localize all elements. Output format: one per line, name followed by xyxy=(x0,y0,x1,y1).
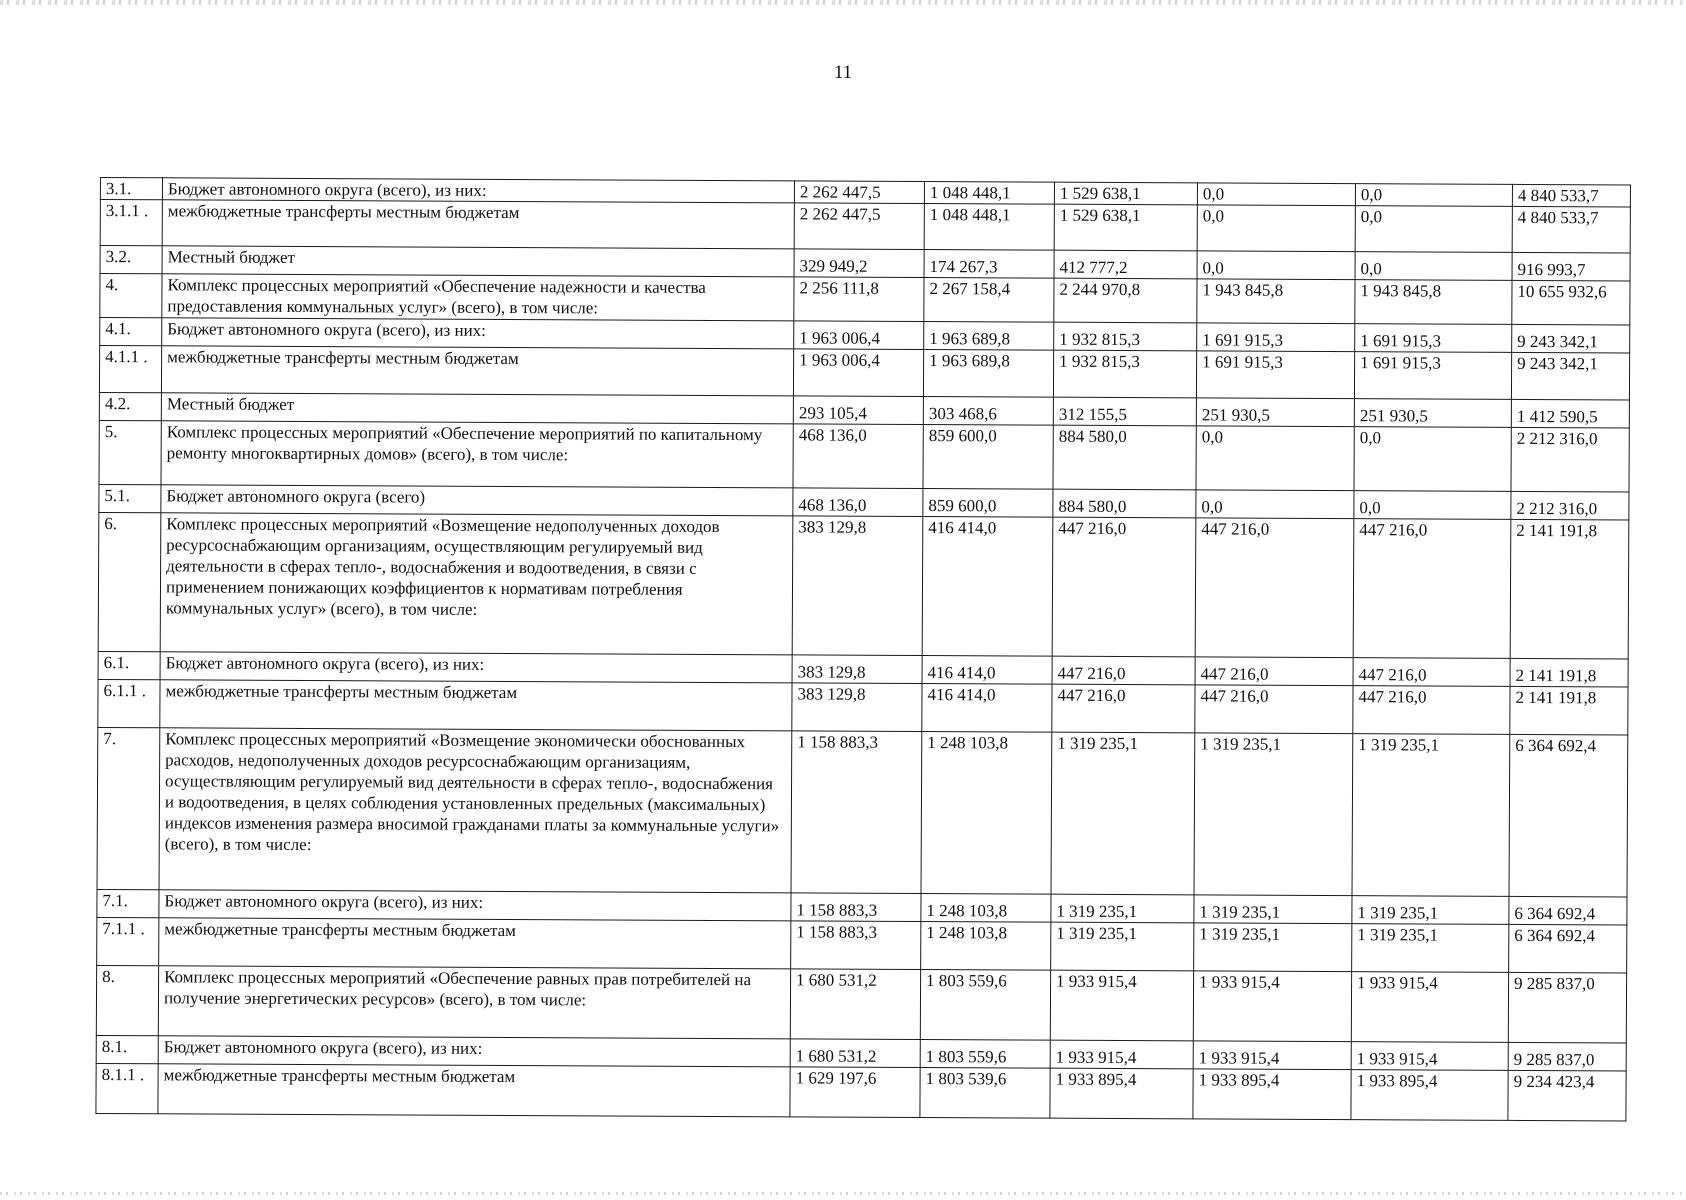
value-cell: 0,0 xyxy=(1197,183,1355,206)
row-code: 7.1.1 . xyxy=(97,917,159,965)
value-cell: 0,0 xyxy=(1354,427,1511,492)
total-cell: 2 212 316,0 xyxy=(1511,427,1629,492)
row-code: 7.1. xyxy=(97,889,159,917)
value-cell: 447 216,0 xyxy=(1353,686,1510,735)
table-row xyxy=(100,274,1630,325)
value-cell: 0,0 xyxy=(1196,490,1354,519)
row-code: 3.1.1 . xyxy=(100,200,162,246)
row-name: Комплекс процессных мероприятий «Возмещение экономически обоснованных расходов, недополученных доходов ресурсоснабжающим организациям, осуществляющим регулируемый вид деятельности в сферах тепло-, водоснабжения и водоотведения, в целях соблюдения установленных предельных (максимальных) индексов изменения размера вносимой гражданами платы за коммунальные услуги» (всего), в том числе: xyxy=(159,728,792,893)
value-cell: 468 136,0 xyxy=(793,488,923,517)
value-cell: 1 933 915,4 xyxy=(1193,1041,1351,1070)
value-cell: 1 158 883,3 xyxy=(791,921,921,970)
value-cell: 1 319 235,1 xyxy=(1352,924,1509,973)
value-cell: 2 262 447,5 xyxy=(794,181,924,204)
row-name: межбюджетные трансферты местным бюджетам xyxy=(161,346,793,396)
value-cell: 447 216,0 xyxy=(1353,658,1510,687)
total-cell: 9 285 837,0 xyxy=(1508,1042,1626,1071)
total-cell: 1 412 590,5 xyxy=(1511,399,1629,428)
value-cell: 251 930,5 xyxy=(1354,399,1511,428)
row-name: межбюджетные трансферты местным бюджетам xyxy=(158,1064,790,1117)
value-cell: 0,0 xyxy=(1355,184,1512,207)
value-cell: 1 158 883,3 xyxy=(791,893,921,922)
value-cell: 447 216,0 xyxy=(1195,657,1353,686)
total-cell: 2 141 191,8 xyxy=(1510,686,1628,735)
value-cell: 468 136,0 xyxy=(793,424,923,489)
total-cell: 9 243 342,1 xyxy=(1512,324,1630,353)
value-cell: 1 319 235,1 xyxy=(1194,733,1353,896)
value-cell: 0,0 xyxy=(1355,206,1512,253)
row-name: Бюджет автономного округа (всего), из них: xyxy=(159,890,791,921)
value-cell: 1 529 638,1 xyxy=(1054,182,1197,205)
table-row xyxy=(98,679,1628,734)
row-code: 7. xyxy=(97,727,160,889)
value-cell: 329 949,2 xyxy=(794,249,924,278)
value-cell: 1 529 638,1 xyxy=(1054,204,1197,251)
value-cell: 1 680 531,2 xyxy=(790,1039,920,1068)
total-cell: 4 840 533,7 xyxy=(1512,184,1630,207)
value-cell: 293 105,4 xyxy=(793,396,923,425)
row-code: 6. xyxy=(98,512,161,651)
total-cell: 2 141 191,8 xyxy=(1510,658,1628,687)
total-cell: 4 840 533,7 xyxy=(1512,206,1630,253)
value-cell: 1 933 915,4 xyxy=(1351,972,1508,1043)
row-code: 5. xyxy=(99,420,161,484)
value-cell: 1 319 235,1 xyxy=(1352,734,1510,897)
value-cell: 1 691 915,3 xyxy=(1197,323,1355,352)
row-code: 4. xyxy=(100,274,162,318)
value-cell: 447 216,0 xyxy=(1052,684,1195,733)
value-cell: 412 777,2 xyxy=(1054,250,1197,279)
value-cell: 312 155,5 xyxy=(1053,397,1196,426)
value-cell: 1 048 448,1 xyxy=(924,182,1054,205)
value-cell: 1 319 235,1 xyxy=(1352,896,1509,925)
value-cell: 1 933 915,4 xyxy=(1050,970,1193,1041)
total-cell: 9 243 342,1 xyxy=(1511,352,1629,400)
row-name: Бюджет автономного округа (всего), из них: xyxy=(162,318,794,349)
scan-edge-top xyxy=(0,0,1686,5)
row-code: 6.1.1 . xyxy=(98,679,160,727)
total-cell: 9 234 423,4 xyxy=(1508,1070,1626,1121)
value-cell: 1 691 915,3 xyxy=(1196,351,1354,399)
row-code: 5.1. xyxy=(99,484,161,512)
value-cell: 1 629 197,6 xyxy=(790,1067,920,1118)
value-cell: 1 933 915,4 xyxy=(1351,1042,1508,1071)
value-cell: 859 600,0 xyxy=(923,489,1053,518)
value-cell: 447 216,0 xyxy=(1195,685,1353,734)
value-cell: 1 943 845,8 xyxy=(1355,280,1512,325)
value-cell: 2 262 447,5 xyxy=(794,203,924,250)
table-row xyxy=(96,1063,1626,1120)
value-cell: 1 933 915,4 xyxy=(1193,971,1351,1042)
value-cell: 174 267,3 xyxy=(924,250,1054,279)
value-cell: 1 319 235,1 xyxy=(1051,922,1194,971)
value-cell: 447 216,0 xyxy=(1353,519,1511,659)
value-cell: 859 600,0 xyxy=(923,425,1053,490)
value-cell: 1 963 006,4 xyxy=(793,349,923,397)
value-cell: 0,0 xyxy=(1196,426,1354,491)
budget-table-body xyxy=(96,178,1631,1121)
value-cell: 884 580,0 xyxy=(1053,489,1196,518)
scan-edge-bottom xyxy=(0,1192,1686,1195)
row-name: Местный бюджет xyxy=(161,393,793,424)
row-code: 8. xyxy=(96,965,158,1035)
table-row xyxy=(99,420,1629,491)
row-code: 3.1. xyxy=(100,178,162,200)
value-cell: 1 963 689,8 xyxy=(923,350,1053,398)
table-row xyxy=(99,346,1629,400)
value-cell: 884 580,0 xyxy=(1053,425,1196,490)
value-cell: 251 930,5 xyxy=(1196,398,1354,427)
row-name: межбюджетные трансферты местным бюджетам xyxy=(159,918,791,969)
table-row xyxy=(97,917,1627,972)
row-name: Комплекс процессных мероприятий «Обеспечение мероприятий по капитальному ремонту многоквартирных домов» (всего), в том числе: xyxy=(161,421,793,488)
value-cell: 2 244 970,8 xyxy=(1054,278,1197,323)
value-cell: 0,0 xyxy=(1197,205,1355,252)
table-row xyxy=(100,200,1630,253)
total-cell: 9 285 837,0 xyxy=(1508,972,1626,1043)
row-name: Местный бюджет xyxy=(162,246,794,277)
row-name: Бюджет автономного округа (всего), из них: xyxy=(162,178,794,203)
total-cell: 2 212 316,0 xyxy=(1511,491,1629,520)
total-cell: 916 993,7 xyxy=(1512,252,1630,281)
value-cell: 1 933 895,4 xyxy=(1193,1069,1351,1120)
value-cell: 2 267 158,4 xyxy=(924,278,1054,323)
value-cell: 0,0 xyxy=(1197,251,1355,280)
value-cell: 416 414,0 xyxy=(922,517,1053,657)
row-code: 6.1. xyxy=(98,651,160,679)
row-name: Бюджет автономного округа (всего) xyxy=(161,485,793,516)
value-cell: 1 963 689,8 xyxy=(924,322,1054,351)
value-cell: 1 248 103,8 xyxy=(921,894,1051,923)
row-name: Комплекс процессных мероприятий «Обеспечение равных прав потребителей на получение энергетических ресурсов» (всего), в том числе: xyxy=(158,966,790,1039)
value-cell: 1 680 531,2 xyxy=(790,969,920,1040)
value-cell: 303 468,6 xyxy=(923,397,1053,426)
value-cell: 1 803 539,6 xyxy=(920,1068,1050,1119)
value-cell: 1 933 895,4 xyxy=(1351,1070,1508,1121)
value-cell: 416 414,0 xyxy=(922,684,1052,733)
total-cell: 2 141 191,8 xyxy=(1510,519,1629,659)
value-cell: 1 158 883,3 xyxy=(791,731,922,894)
value-cell: 447 216,0 xyxy=(1052,517,1196,657)
value-cell: 1 932 815,3 xyxy=(1054,322,1197,351)
value-cell: 383 129,8 xyxy=(792,655,922,684)
page-number: 11 xyxy=(833,62,853,83)
value-cell: 1 691 915,3 xyxy=(1355,324,1512,353)
value-cell: 1 248 103,8 xyxy=(921,922,1051,971)
value-cell: 1 319 235,1 xyxy=(1194,895,1352,924)
value-cell: 0,0 xyxy=(1354,491,1511,520)
value-cell: 1 933 895,4 xyxy=(1050,1068,1193,1119)
total-cell: 6 364 692,4 xyxy=(1509,896,1627,925)
row-name: Комплекс процессных мероприятий «Обеспечение надежности и качества предоставления коммунальных услуг» (всего), в том числе: xyxy=(162,274,794,321)
row-code: 8.1.1 . xyxy=(96,1063,158,1113)
row-code: 4.2. xyxy=(99,392,161,420)
value-cell: 383 129,8 xyxy=(792,683,922,732)
row-code: 3.2. xyxy=(100,246,162,274)
row-name: Бюджет автономного округа (всего), из них: xyxy=(160,652,792,683)
value-cell: 0,0 xyxy=(1355,252,1512,281)
value-cell: 1 319 235,1 xyxy=(1194,923,1352,972)
total-cell: 10 655 932,6 xyxy=(1512,280,1630,325)
value-cell: 1 943 845,8 xyxy=(1197,279,1355,324)
row-code: 4.1.1 . xyxy=(99,346,161,393)
value-cell: 1 932 815,3 xyxy=(1053,350,1196,398)
value-cell: 383 129,8 xyxy=(792,516,923,656)
value-cell: 1 248 103,8 xyxy=(921,732,1052,895)
value-cell: 1 933 915,4 xyxy=(1050,1040,1193,1069)
row-name: межбюджетные трансферты местным бюджетам xyxy=(160,680,792,731)
table-row xyxy=(96,965,1626,1042)
value-cell: 1 963 006,4 xyxy=(794,321,924,350)
row-name: межбюджетные трансферты местным бюджетам xyxy=(162,200,794,249)
value-cell: 1 803 559,6 xyxy=(920,1040,1050,1069)
value-cell: 447 216,0 xyxy=(1195,518,1354,658)
total-cell: 6 364 692,4 xyxy=(1509,924,1627,973)
row-name: Бюджет автономного округа (всего), из них: xyxy=(158,1036,790,1067)
value-cell: 416 414,0 xyxy=(922,656,1052,685)
value-cell: 1 691 915,3 xyxy=(1354,352,1511,400)
value-cell: 2 256 111,8 xyxy=(794,277,924,322)
value-cell: 1 048 448,1 xyxy=(924,204,1054,251)
value-cell: 447 216,0 xyxy=(1052,656,1195,685)
budget-table xyxy=(95,177,1631,1121)
row-name: Комплекс процессных мероприятий «Возмещение недополученных доходов ресурсоснабжающим организациям, осуществляющим регулируемый вид деятельности в сферах тепло-, водоснабжения и водоотведения, в связи с применением понижающих коэффициентов к нормативам потребления коммунальных услуг» (всего), в том числе: xyxy=(160,513,793,655)
value-cell: 1 319 235,1 xyxy=(1051,894,1194,923)
table-row xyxy=(97,727,1628,896)
value-cell: 1 319 235,1 xyxy=(1051,732,1195,895)
total-cell: 6 364 692,4 xyxy=(1509,734,1628,897)
table-row xyxy=(98,512,1629,658)
value-cell: 1 803 559,6 xyxy=(920,970,1050,1041)
row-code: 8.1. xyxy=(96,1035,158,1063)
row-code: 4.1. xyxy=(100,318,162,346)
